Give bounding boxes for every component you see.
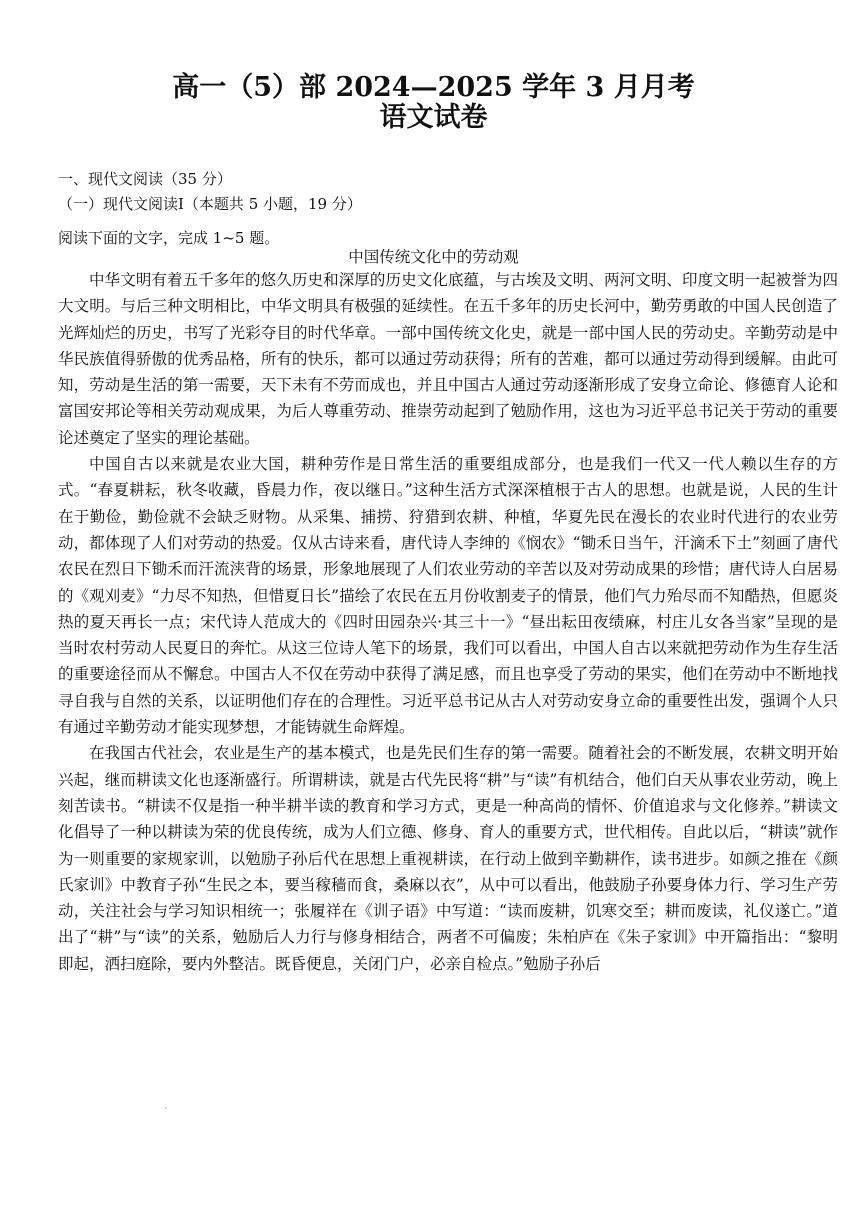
reading-instruction: 阅读下面的文字，完成 1~5 题。: [58, 229, 280, 247]
exam-subtitle: 语文试卷: [379, 102, 488, 133]
sub-heading: （一）现代文阅读Ⅰ（本题共 5 小题，19 分）: [58, 195, 362, 213]
article-paragraph: 在我国古代社会，农业是生产的基本模式，也是先民们生存的第一需要。随着社会的不断发展，农耕文明开始兴起，继而耕读文化也逐渐盛行。所谓耕读，就是古代先民将“耕”与“读”有机结合，他们白天从事农业劳动，晚上刻苦读书。“耕读不仅是指一种半耕半读的教育和学习方式，更是一种高尚的情怀、价值追求与文化修养。”耕读文化倡导了一种以耕读为荣的优良传统，成为人们立德、修身、育人的重要方式，世代相传。自此以后，“耕读”就作为一则重要的家规家训，以勉励子孙后代在思想上重视耕读，在行动上做到辛勤耕作，读书进步。如颜之推在《颜氏家训》中教育子孙“生民之本，要当稼穑而食，桑麻以衣”，从中可以看出，他鼓励子孙要身体力行、学习生产劳动，关注社会与学习知识相统一；张履祥在《训子语》中写道：“读而废耕，饥寒交至；耕而废读，礼仪遂亡。”道出了“耕”与“读”的关系，勉励后人力行与修身相结合，两者不可偏废；朱柏庐在《朱子家训》中开篇指出：“黎明即起，洒扫庭除，要内外整洁。既昏便息，关闭门户，必亲自检点。”勉励子孙后: [58, 744, 838, 973]
article-paragraph: 中国自古以来就是农业大国，耕种劳作是日常生活的重要组成部分，也是我们一代又一代人赖以生存的方式。“春夏耕耘，秋冬收藏，昏晨力作，夜以继日。”这种生活方式深深植根于古人的思想。也就是说，人民的生计在于勤俭，勤俭就不会缺乏财物。从采集、捕捞、狩猎到农耕、种植，华夏先民在漫长的农业时代进行的农业劳动，都体现了人们对劳动的热爱。仅从古诗来看，唐代诗人李绅的《悯农》“锄禾日当午，汗滴禾下土”刻画了唐代农民在烈日下锄禾而汗流浃背的场景，形象地展现了人们农业劳动的辛苦以及对劳动成果的珍惜；唐代诗人白居易的《观刈麦》“力尽不知热，但惜夏日长”描绘了农民在五月份收割麦子的情景，他们气力殆尽而不知酷热，但愿炎热的夏天再长一点；宋代诗人范成大的《四时田园杂兴·其三十一》“昼出耘田夜绩麻，村庄儿女各当家”呈现的是当时农村劳动人民夏日的奔忙。从这三位诗人笔下的场景，我们可以看出，中国人自古以来就把劳动作为生存生活的重要途径而从不懈怠。中国古人不仅在劳动中获得了满足感，而且也享受了劳动的果实，他们在劳动中不断地找寻自我与自然的关系，以证明他们存在的合理性。习近平总书记从古人对劳动安身立命的重要性出发，强调个人只有通过辛勤劳动才能实现梦想，才能铸就生命辉煌。: [58, 455, 838, 737]
article-body: [58, 267, 838, 977]
scan-speck: [165, 1107, 167, 1109]
article-title: 中国传统文化中的劳动观: [348, 248, 519, 266]
exam-title: 高一（5）部 2024—2025 学年 3 月月考: [172, 72, 695, 103]
part-heading: 一、现代文阅读（35 分）: [58, 170, 232, 188]
article-paragraph: 中华文明有着五千多年的悠久历史和深厚的历史文化底蕴，与古埃及文明、两河文明、印度文明一起被誉为四大文明。与后三种文明相比，中华文明具有极强的延续性。在五千多年的历史长河中，勤劳勇敢的中国人民创造了光辉灿烂的历史，书写了光彩夺目的时代华章。一部中国传统文化史，就是一部中国人民的劳动史。辛勤劳动是中华民族值得骄傲的优秀品格，所有的快乐，都可以通过劳动获得；所有的苦难，都可以通过劳动得到缓解。由此可知，劳动是生活的第一需要，天下未有不劳而成也，并且中国古人通过劳动逐渐形成了安身立命论、修德育人论和富国安邦论等相关劳动观成果，为后人尊重劳动、推崇劳动起到了勉励作用，这也为习近平总书记关于劳动的重要论述奠定了坚实的理论基础。: [58, 271, 838, 447]
